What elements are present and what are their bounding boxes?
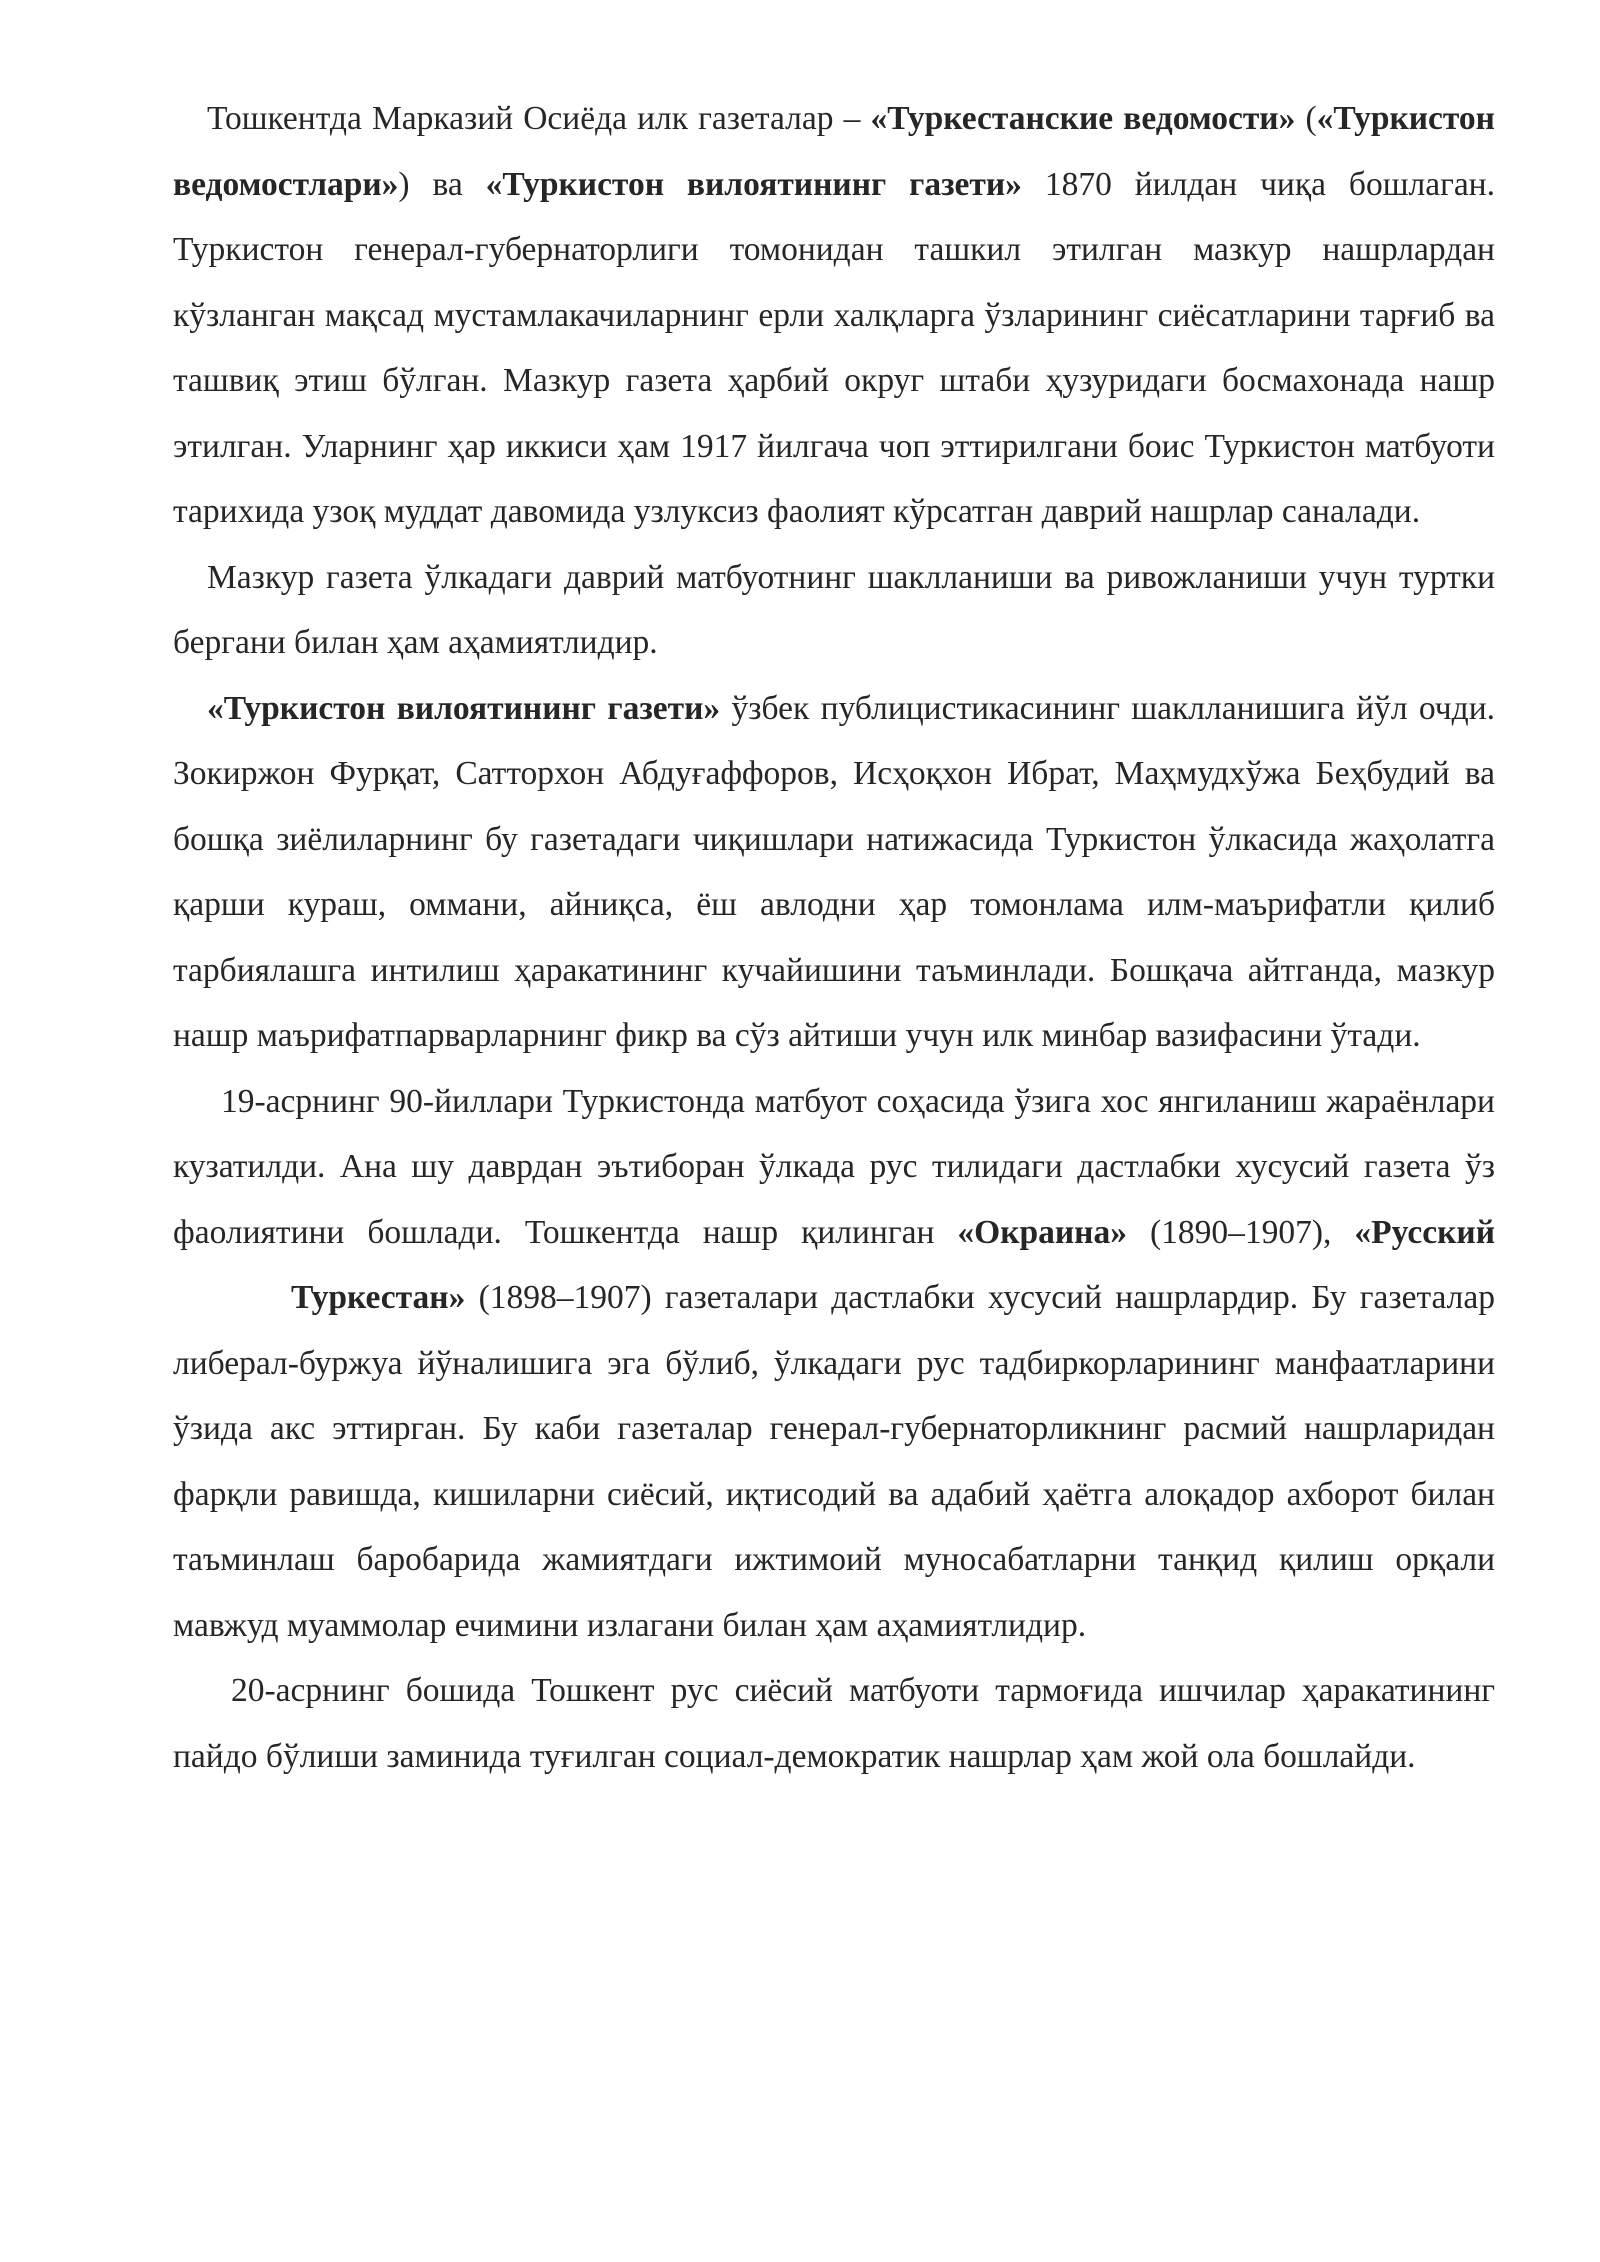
paragraph-text: 1870 йилдан чиқа бошлаган. Туркистон генерал-губернаторлиги томонидан ташкил этилган мазкур нашрлардан кўзланган мақсад мустамлакачиларнинг ерли халқларга ўзларининг сиёсатларини тарғиб ва ташвиқ этиш бўлган. Мазкур газета ҳарбий округ штаби ҳузуридаги босмахонада нашр этилган. Уларнинг ҳар иккиси ҳам 1917 йилгача чоп эттирилгани боис Туркистон матбуоти тарихида узоқ муддат давомида узлуксиз фаолият кўрсатган даврий нашрлар саналади. [173,165,1495,530]
newspaper-title-turkiston-viloyatining-gazeti: «Туркистон вилоятининг газети» [207,689,721,727]
paragraph-text: (1898–1907) газеталари дастлабки хусусий нашрлардир. Бу газеталар либерал-буржуа йўналишига эга бўлиб, ўлкадаги рус тадбиркорларининг манфаатларини ўзида акс эттирган. Бу каби газеталар генерал-губернаторликнинг расмий нашрларидан фарқли равишда, кишиларни сиёсий, иқтисодий ва адабий ҳаётга алоқадор ахборот билан таъминлаш баробарида жамиятдаги ижтимоий муносабатларни танқид қилиш орқали мавжуд муаммолар ечимини излагани билан ҳам аҳамиятлидир. [173,1279,1495,1644]
paragraph-text: ) ва [398,165,486,203]
paragraph-4 [173,1069,1495,1659]
document-body [173,86,1495,1789]
paragraph-text: Тошкентда Марказий Осиёда илк газеталар – [207,100,871,137]
paragraph-1 [173,86,1495,545]
paragraph-5 [173,1658,1495,1789]
newspaper-title-turkiston-vedomostlari: «Туркистон ведомостлари» [173,100,1495,203]
paragraph-text: ўзбек публицистикасининг шаклланишига йўл очди. Зокиржон Фурқат, Сатторхон Абдуғаффоров, Исҳоқхон Ибрат, Маҳмудхўжа Беҳбудий ва бошқа зиёлиларнинг бу газетадаги чиқишлари натижасида Туркистон ўлкасида жаҳолатга қарши кураш, оммани, айниқса, ёш авлодни ҳар томонлама илм-маърифатли қилиб тарбиялашга интилиш ҳаракатининг кучайишини таъминлади. Бошқача айтганда, мазкур нашр маърифатпарварларнинг фикр ва сўз айтиши учун илк минбар вазифасини ўтади. [173,689,1495,1054]
paragraph-text: ( [1295,100,1317,137]
newspaper-title-turkestanskie-vedomosti: «Туркестанские ведомости» [870,100,1296,137]
paragraph-text: 20-асрнинг бошида Тошкент рус сиёсий матбуоти тармоғида ишчилар ҳаракатининг пайдо бўлиши заминида туғилган социал-демократик нашрлар ҳам жой ола бошлайди. [173,1672,1495,1775]
newspaper-title-turkiston-viloyatining-gazeti: «Туркистон вилоятининг газети» [485,165,1022,203]
newspaper-title-okraina: «Окраина» [957,1213,1127,1251]
paragraph-text: 19-асрнинг 90-йиллари Туркистонда матбуот соҳасида ўзига хос янгиланиш жараёнлари кузатилди. Ана шу даврдан эътиборан ўлкада рус тилидаги дастлабки хусусий газета ўз фаолиятини бошлади. Тошкентда нашр қилинган [173,1082,1495,1251]
paragraph-text: (1890–1907), [1126,1213,1355,1251]
newspaper-title-russkiy: «Русский [1354,1213,1495,1251]
paragraph-2 [173,545,1495,676]
newspaper-title-turkestan: Туркестан» [291,1279,466,1316]
paragraph-text: Мазкур газета ўлкадаги даврий матбуотнинг шаклланиши ва ривожланиши учун туртки бергани билан ҳам аҳамиятлидир. [173,558,1495,661]
paragraph-3 [173,676,1495,1069]
